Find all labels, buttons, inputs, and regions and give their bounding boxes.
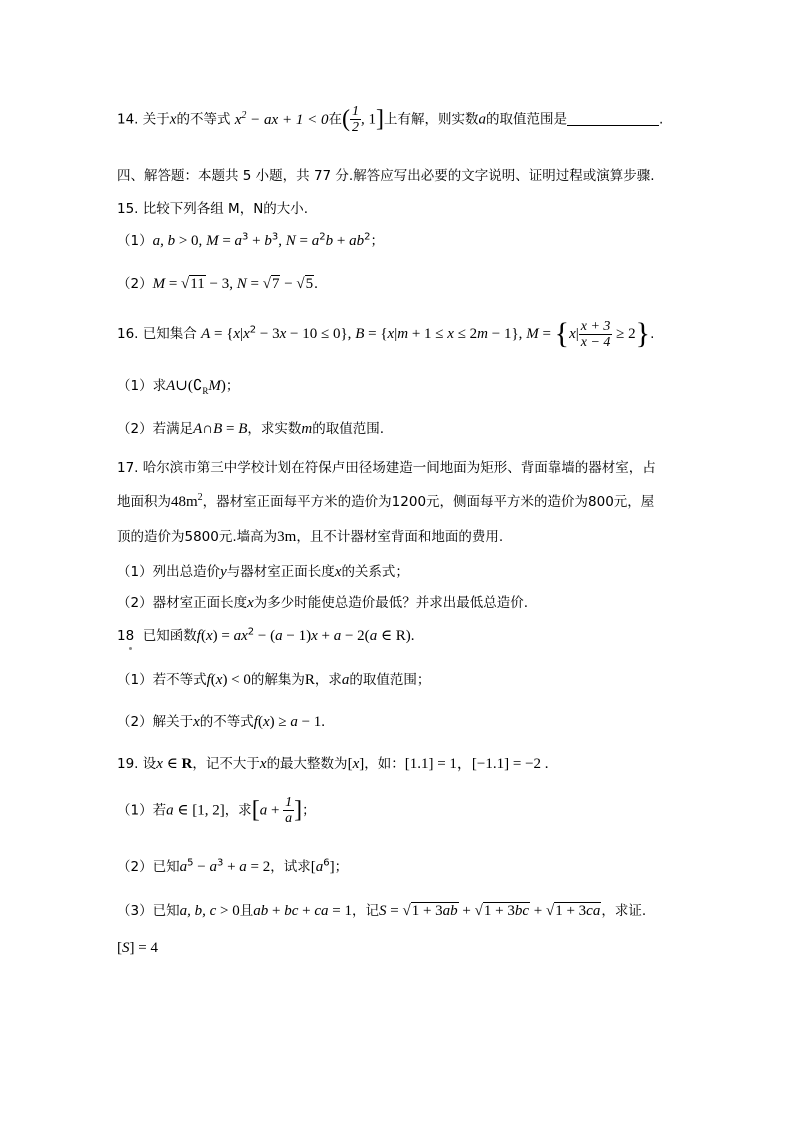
question-16: 16. 已知集合 $A = \{x|x^2 - 3x - 10 \le 0\}$, B = {x|m + 1 ≤ x ≤ 2m − 1}, M = {x| $\frac{x + 3}{x - 4}$ ≥ 2}. <box>117 317 655 350</box>
question-17-part1: （1）列出总造价y与器材室正面长度x的关系式； <box>117 564 409 580</box>
question-19-conclusion: [S] = 4 <box>117 940 158 956</box>
question-18: 18 已知函数$f(x) = ax^2 - (a - 1)x + a - 2(a$ ∈ R). <box>117 626 415 644</box>
question-18-part1: （1）若不等式f(x) < 0的解集为R，求a的取值范围； <box>117 672 431 688</box>
question-17-line1: 17. 哈尔滨市第三中学校计划在符保卢田径场建造一间地面为矩形、背面靠墙的器材室，占 <box>117 460 656 476</box>
question-19-part2: （2）已知$a^5 - a^3 + a = 2$，试求$[a^6]$； <box>117 857 349 875</box>
stray-dot <box>129 647 132 650</box>
question-15-part2: （2）M = √11 − 3, N = √7 − √5. <box>117 276 318 292</box>
question-18-part2: （2）解关于x的不等式f(x) ≥ a − 1. <box>117 714 326 730</box>
question-15-title: 15. 比较下列各组 M，N的大小. <box>117 201 309 217</box>
question-17-part2: （2）器材室正面长度x为多少时能使总造价最低？并求出最低总造价. <box>117 595 529 611</box>
question-17-line2: 地面积为$48m^2$，器材室正面每平方米的造价为1200元，侧面每平方米的造价为800元，屋 <box>117 492 655 510</box>
q14-number: 14. <box>117 111 139 128</box>
question-16-part2: （2）若满足A∩B = B，求实数m的取值范围. <box>117 421 385 437</box>
section-4-heading: 四、解答题：本题共 5 小题，共 77 分.解答应写出必要的文字说明、证明过程或演算步骤. <box>117 168 655 184</box>
question-19: 19. 设x ∈ R，记不大于x的最大整数为[x]，如：[1.1] = 1，[−1.1] = −2 . <box>117 756 549 772</box>
question-19-part1: （1）若a ∈ [1, 2]，求[a + $\frac{1}{a}$ ]； <box>117 795 316 826</box>
question-15-part1: （1）a, b > 0, $M = a^3 + b^3$, $N = a^2b + ab^2$； <box>117 231 384 249</box>
question-19-part3: （3）已知a, b, c > 0且ab + bc + ca = 1，记S = √1 + 3ab + √1 + 3bc + √1 + 3ca，求证. <box>117 903 647 919</box>
answer-blank <box>567 111 659 126</box>
question-17-line3: 顶的造价为5800元.墙高为3m，且不计器材室背面和地面的费用. <box>117 529 504 545</box>
question-14: 14. 关于x的不等式 $x^2$ − ax + 1 < 0在( $\frac{1}{2}$ , 1]上有解，则实数a的取值范围是 . <box>117 104 664 135</box>
question-16-part1: （1）求$A\cup(∁_RM)$； <box>117 378 240 396</box>
